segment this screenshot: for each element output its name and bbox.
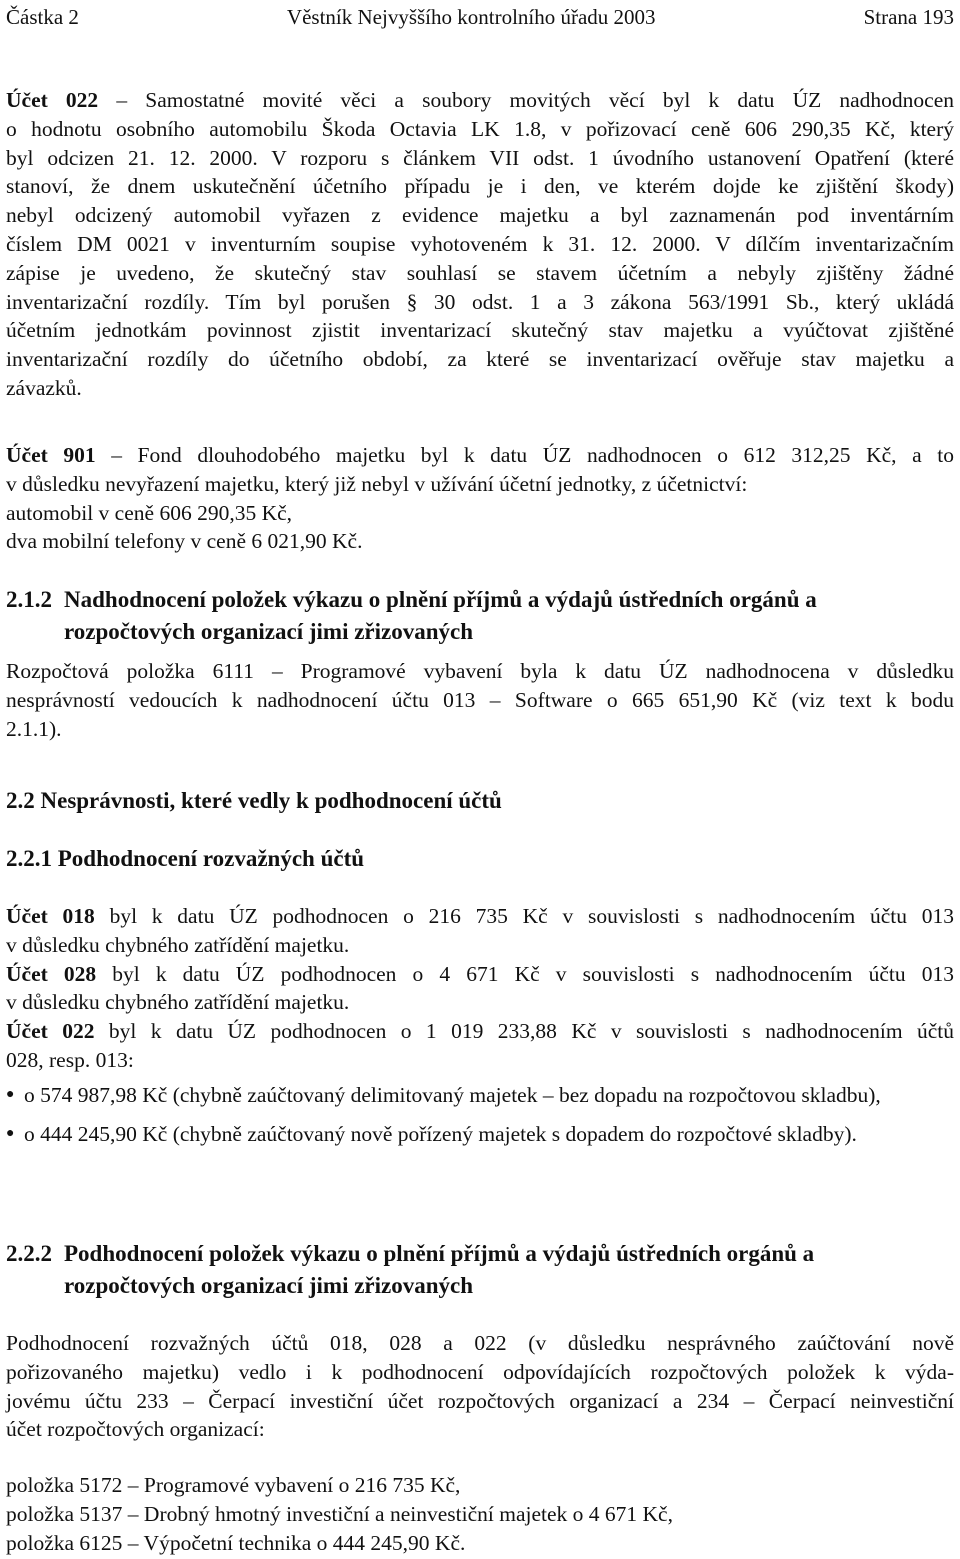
account-label: Účet 901 (6, 443, 96, 467)
paragraph-account-901 (6, 441, 954, 556)
section-heading-2-2-1: 2.2.1 Podhodnocení rozvažných účtů (6, 846, 365, 871)
text-line: – Samostatné movité věci a soubory movitých věcí byl k datu ÚZ nadhodnocen (116, 88, 955, 112)
text-line: v důsledku nevyřazení majetku, který již nebyl v užívání účetní jednotky, z účetnictví: (6, 471, 748, 496)
heading-text: rozpočtových organizací jimi zřizovaných (64, 1273, 474, 1298)
text-line: závazků. (6, 375, 82, 400)
heading-number: 2.1.2 (6, 587, 52, 612)
text-line: pořizovaného majetku) vedlo i k podhodnocení odpovídajících rozpočtových položek k výda- (6, 1359, 954, 1384)
page-header (6, 3, 954, 31)
account-label: Účet 022 (6, 1019, 95, 1044)
budget-items-list (6, 1471, 954, 1557)
text-line: položka 5172 – Programové vybavení o 216 735 Kč, (6, 1473, 461, 1497)
text-line: inventarizační rozdíly do účetního období, za které se inventarizací ověřuje stav majetku a (6, 347, 954, 372)
bullet-list (6, 1081, 954, 1149)
text-line: jovému účtu 233 – Čerpací investiční účet rozpočtových organizací a 234 – Čerpací neinvestiční (6, 1388, 954, 1413)
paragraph-account-022 (6, 86, 954, 403)
paragraph-budget-item-6111 (6, 657, 954, 743)
paragraph-accounts-018-028-022 (6, 902, 954, 1158)
list-item-text: o 574 987,98 Kč (chybně zaúčtovaný delimitovaný majetek – bez dopadu na rozpočtovou skladbu), (24, 1082, 881, 1107)
text-line: zápise je uvedeno, že skutečný stav souhlasí se stavem účetním a nebyly zjištěny žádné (6, 260, 954, 285)
text-line: byl k datu ÚZ podhodnocen o 216 735 Kč v souvislosti s nadhodnocením účtu 013 (109, 904, 954, 928)
account-label: Účet 018 (6, 904, 95, 928)
text-line: položka 6125 – Výpočetní technika o 444 245,90 Kč. (6, 1530, 466, 1555)
list-item (6, 1081, 954, 1110)
bullet-icon: ● (6, 1086, 15, 1102)
text-line: účetním jednotkám povinnost zjistit inventarizací skutečný stav majetku a vyúčtovat zjištěné (6, 318, 954, 343)
section-heading-2-2-2 (6, 1238, 954, 1302)
text-line: inventarizační rozdíly. Tím byl porušen § 30 odst. 1 a 3 zákona 563/1991 Sb., který ukládá (6, 289, 954, 314)
section-heading-2-2: 2.2 Nesprávnosti, které vedly k podhodnocení účtů (6, 788, 502, 813)
heading-text: rozpočtových organizací jimi zřizovaných (64, 619, 474, 644)
text-line: účet rozpočtových organizací: (6, 1417, 265, 1442)
paragraph-underestimated-items (6, 1329, 954, 1444)
text-line: 028, resp. 013: (6, 1047, 134, 1072)
heading-number: 2.2.2 (6, 1241, 52, 1266)
list-item-text: o 444 245,90 Kč (chybně zaúčtovaný nově pořízený majetek s dopadem do rozpočtové skladby). (24, 1121, 857, 1146)
header-page-number: Strana 193 (863, 5, 954, 29)
text-line: v důsledku chybného zatřídění majetku. (6, 932, 350, 957)
header-journal-title: Věstník Nejvyššího kontrolního úřadu 2003 (286, 5, 656, 29)
text-line: číslem DM 0021 v inventurním soupise vyhotoveném k 31. 12. 2000. V dílčím inventarizačním (6, 231, 954, 256)
text-line: byl odcizen 21. 12. 2000. V rozporu s článkem VII odst. 1 úvodního ustanovení Opatření (které (6, 145, 954, 170)
text-line: 2.1.1). (6, 716, 62, 741)
heading-text: Podhodnocení položek výkazu o plnění příjmů a výdajů ústředních orgánů a (64, 1241, 815, 1266)
account-label: Účet 028 (6, 961, 97, 986)
section-heading-2-1-2 (6, 584, 954, 648)
text-line: Rozpočtová položka 6111 – Programové vybavení byla k datu ÚZ nadhodnocena v důsledku (6, 659, 954, 683)
text-line: položka 5137 – Drobný hmotný investiční a neinvestiční majetek o 4 671 Kč, (6, 1501, 673, 1526)
text-line: byl k datu ÚZ podhodnocen o 4 671 Kč v souvislosti s nadhodnocením účtu 013 (112, 961, 954, 986)
text-line: dva mobilní telefony v ceně 6 021,90 Kč. (6, 529, 363, 554)
list-item (6, 1120, 954, 1149)
text-line: byl k datu ÚZ podhodnocen o 1 019 233,88 Kč v souvislosti s nadhodnocením účtů (108, 1019, 954, 1044)
text-line: nebyl odcizený automobil vyřazen z evidence majetku a byl zaznamenán pod inventárním (6, 203, 954, 228)
text-line: stanoví, že dnem uskutečnění účetního případu je i den, ve kterém dojde ke zjištění škody) (6, 174, 954, 199)
text-line: automobil v ceně 606 290,35 Kč, (6, 500, 293, 525)
text-line: Podhodnocení rozvažných účtů 018, 028 a 022 (v důsledku nesprávného zaúčtování nově (6, 1331, 954, 1355)
text-line: o hodnotu osobního automobilu Škoda Octavia LK 1.8, v pořizovací ceně 606 290,35 Kč, který (6, 116, 954, 141)
account-label: Účet 022 (6, 88, 99, 112)
text-line: nesprávností vedoucích k nadhodnocení účtu 013 – Software o 665 651,90 Kč (viz text k bodu (6, 687, 954, 712)
heading-text: Nadhodnocení položek výkazu o plnění příjmů a výdajů ústředních orgánů a (64, 587, 817, 612)
bullet-icon: ● (6, 1125, 15, 1141)
text-line: v důsledku chybného zatřídění majetku. (6, 990, 350, 1015)
text-line: – Fond dlouhodobého majetku byl k datu ÚZ nadhodnocen o 612 312,25 Kč, a to (111, 443, 954, 467)
header-issue: Částka 2 (6, 5, 79, 29)
